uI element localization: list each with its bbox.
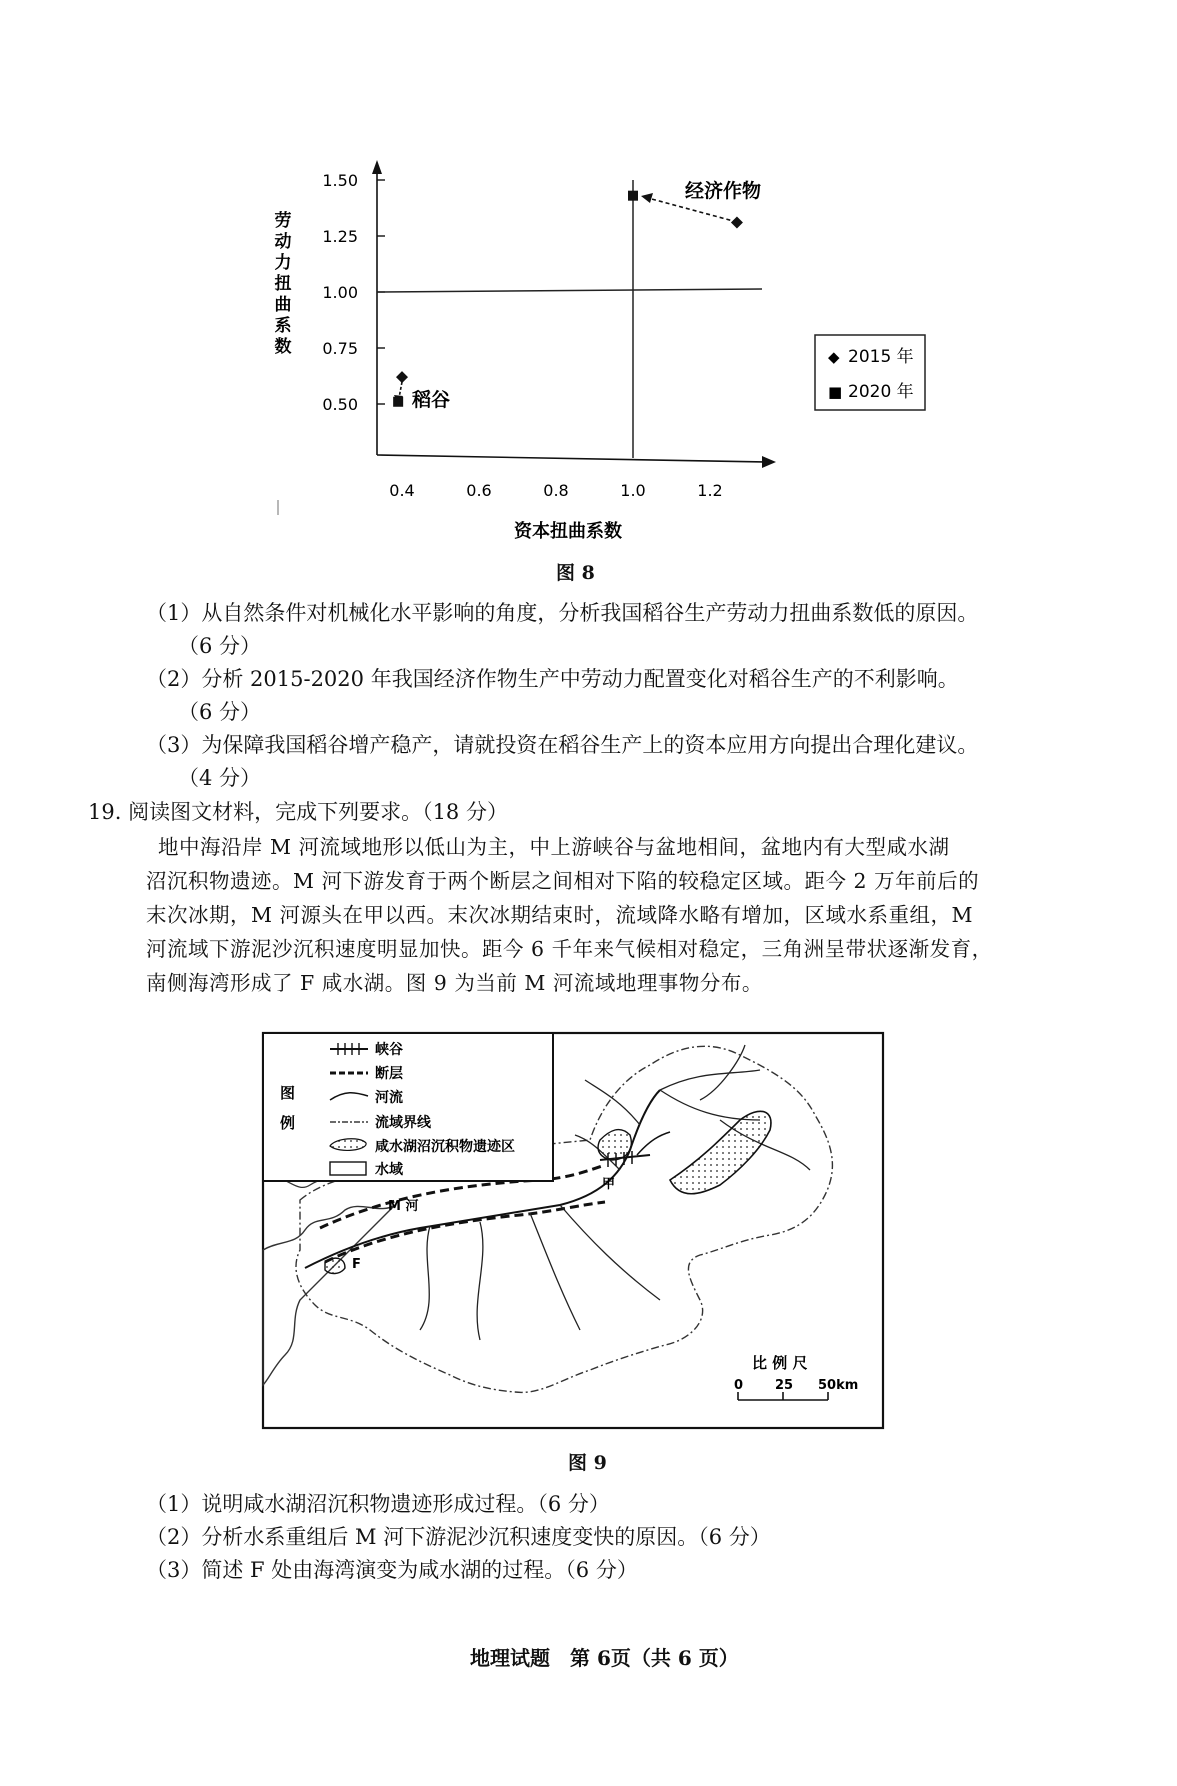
rice-label: 稻谷 xyxy=(412,389,451,411)
q19-subquestion-3: （3）简述 F 处由海湾演变为咸水湖的过程。（6 分） xyxy=(146,1558,638,1582)
paragraph-line: 地中海沿岸 M 河流域地形以低山为主，中上游峡谷与盆地相间，盆地内有大型咸水湖 xyxy=(158,835,950,859)
paragraph-line: 末次冰期，M 河源头在甲以西。末次冰期结束时，流域降水略有增加，区域水系重组，M xyxy=(146,903,973,927)
map-label-m-river: M 河 xyxy=(388,1199,419,1214)
y-axis-label-char: 劳 xyxy=(274,211,292,231)
data-point-2020 xyxy=(628,191,638,201)
map-scale-bar xyxy=(734,1354,858,1400)
paragraph-line: 南侧海湾形成了 F 咸水湖。图 9 为当前 M 河流域地理事物分布。 xyxy=(146,971,763,995)
q18-subquestion-2-score: （6 分） xyxy=(178,700,262,724)
figure-9-caption: 图 9 xyxy=(568,1452,607,1474)
x-axis-line xyxy=(377,455,765,462)
y-axis-label-char: 数 xyxy=(274,337,292,357)
figure-8-chart xyxy=(0,0,1177,580)
economic-crops-arrowhead xyxy=(641,193,653,203)
data-point-2020 xyxy=(393,397,403,407)
paragraph-line: 河流域下游泥沙沉积速度明显加快。距今 6 千年来气候相对稳定，三角洲呈带状逐渐发育， xyxy=(146,937,993,961)
y-axis-label-char: 动 xyxy=(274,232,292,252)
scale-title: 比 例 尺 xyxy=(752,1354,808,1372)
saline-sediment-area-east xyxy=(670,1111,771,1193)
f-saline-lake xyxy=(325,1258,345,1273)
y-tick-label: 1.25 xyxy=(322,227,358,246)
figure-8-caption: 图 8 xyxy=(556,562,595,584)
coastline xyxy=(263,1205,395,1385)
y-axis-label-char: 系 xyxy=(274,316,292,336)
x-tick-label: 0.6 xyxy=(466,481,492,500)
legend-marker-2020: ■ xyxy=(828,383,843,401)
q18-subquestion-3: （3）为保障我国稻谷增产稳产，请就投资在稻谷生产上的资本应用方向提出合理化建议。 xyxy=(146,733,979,757)
data-points xyxy=(393,191,743,407)
map-label-f: F xyxy=(352,1257,361,1272)
legend-item-fault: 断层 xyxy=(375,1066,403,1082)
x-tick-label: 1.2 xyxy=(697,481,723,500)
x-ticks xyxy=(389,481,722,500)
map-legend xyxy=(263,1033,553,1181)
legend-label-2020: 2020 年 xyxy=(848,382,914,402)
scale-tick: 25 xyxy=(775,1378,794,1393)
y-tick-label: 1.00 xyxy=(322,283,358,302)
data-point-2015 xyxy=(731,217,743,229)
y-axis-label xyxy=(275,211,292,357)
y-axis-label-char: 扭 xyxy=(274,274,292,294)
q19-subquestion-1: （1）说明咸水湖沼沉积物遗迹形成过程。（6 分） xyxy=(146,1492,610,1516)
y-axis-label-char: 曲 xyxy=(274,295,292,315)
q19-material-paragraph xyxy=(146,830,1081,1000)
q18-subquestion-1: （1）从自然条件对机械化水平影响的角度，分析我国稻谷生产劳动力扭曲系数低的原因。 xyxy=(146,601,979,625)
gorge-2 xyxy=(637,1132,670,1155)
x-tick-label: 1.0 xyxy=(620,481,646,500)
y-axis-label-char: 力 xyxy=(274,253,292,273)
legend-title-char: 图 xyxy=(280,1084,296,1102)
legend-title-char: 例 xyxy=(280,1114,296,1132)
reference-line-y1 xyxy=(377,289,762,292)
legend-item-gorge: 峡谷 xyxy=(375,1042,403,1058)
y-axis-arrow xyxy=(372,160,382,174)
x-tick-label: 0.8 xyxy=(543,481,569,500)
legend-item-watershed: 流域界线 xyxy=(375,1115,431,1131)
fault-south xyxy=(325,1202,605,1262)
saline-sediment-area-west xyxy=(598,1130,631,1160)
page-footer: 地理试题 第 6页（共 6 页） xyxy=(470,1646,739,1670)
q19-subquestion-2: （2）分析水系重组后 M 河下游泥沙沉积速度变快的原因。（6 分） xyxy=(146,1525,771,1549)
legend-item-saline-sediment: 咸水湖沼沉积物遗迹区 xyxy=(375,1139,515,1155)
chart-legend xyxy=(815,335,925,410)
scale-tick: 0 xyxy=(734,1378,744,1393)
q18-subquestion-2: （2）分析 2015-2020 年我国经济作物生产中劳动力配置变化对稻谷生产的不利影响。 xyxy=(146,667,959,691)
data-point-2015 xyxy=(396,371,408,383)
legend-item-water: 水域 xyxy=(375,1162,403,1178)
legend-item-river: 河流 xyxy=(375,1090,403,1106)
y-tick-label: 1.50 xyxy=(322,171,358,190)
q18-subquestion-1-score: （6 分） xyxy=(178,634,262,658)
scale-tick: 50km xyxy=(818,1378,859,1393)
q19-header: 19. 阅读图文材料，完成下列要求。（18 分） xyxy=(88,800,508,824)
legend-label-2015: 2015 年 xyxy=(848,347,914,367)
x-tick-label: 0.4 xyxy=(389,481,415,500)
figure-9-map xyxy=(0,1000,1177,1470)
y-tick-label: 0.75 xyxy=(322,339,358,358)
rice-change-arrow xyxy=(399,382,402,398)
legend-marker-2015: ◆ xyxy=(828,348,840,366)
paragraph-line: 沼沉积物遗迹。M 河下游发育于两个断层之间相对下陷的较稳定区域。距今 2 万年前后的 xyxy=(146,869,980,893)
y-ticks xyxy=(322,171,385,414)
x-axis-label: 资本扭曲系数 xyxy=(514,521,622,542)
map-label-jia: 甲 xyxy=(602,1177,616,1192)
x-axis-arrow xyxy=(762,456,776,468)
economic-crops-label: 经济作物 xyxy=(685,180,762,202)
y-tick-label: 0.50 xyxy=(322,395,358,414)
q18-subquestion-3-score: （4 分） xyxy=(178,766,262,790)
